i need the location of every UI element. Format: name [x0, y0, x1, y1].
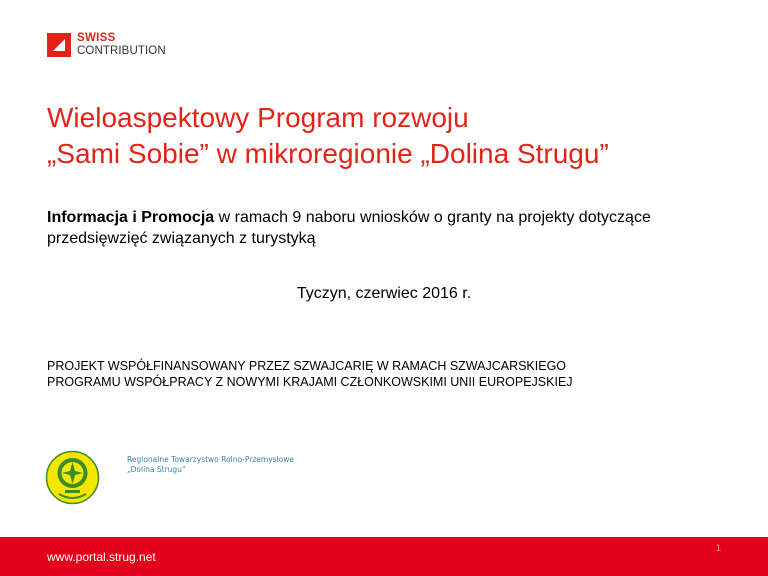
organization-name-line-2: „Dolina Strugu” [127, 465, 186, 474]
logo-line-swiss: SWISS [77, 32, 116, 44]
swiss-contribution-logo [47, 30, 166, 60]
swiss-cross-icon [47, 33, 71, 57]
presentation-title [47, 100, 747, 172]
organization-name [127, 455, 294, 475]
project-note-line-2: PROGRAMU WSPÓŁPRACY Z NOWYMI KRAJAMI CZŁONKOWSKIMI UNII EUROPEJSKIEJ [47, 375, 573, 389]
footer-bar [0, 537, 768, 576]
footer-url-link[interactable]: www.portal.strug.net [47, 550, 156, 564]
presentation-subtitle [47, 207, 747, 249]
organization-emblem-icon [45, 450, 100, 505]
organization-name-line-1: Regionalne Towarzystwo Rolno-Przemysłowe [127, 455, 295, 464]
title-line-1: Wieloaspektowy Program rozwoju [47, 102, 469, 133]
project-cofinancing-note [47, 358, 747, 390]
title-line-2: „Sami Sobie” w mikroregionie „Dolina Strugu” [47, 138, 609, 169]
subtitle-bold: Informacja i Promocja [47, 209, 215, 226]
subtitle-rest: w ramach 9 naboru wniosków o granty na projekty dotyczące przedsięwzięć związanych z turystyką [47, 209, 651, 247]
place-and-date: Tyczyn, czerwiec 2016 r. [296, 285, 472, 302]
page-number: 1 [715, 543, 721, 553]
project-note-line-1: PROJEKT WSPÓŁFINANSOWANY PRZEZ SZWAJCARIĘ W RAMACH SZWAJCARSKIEGO [47, 359, 567, 373]
logo-line-contribution: CONTRIBUTION [77, 45, 166, 57]
